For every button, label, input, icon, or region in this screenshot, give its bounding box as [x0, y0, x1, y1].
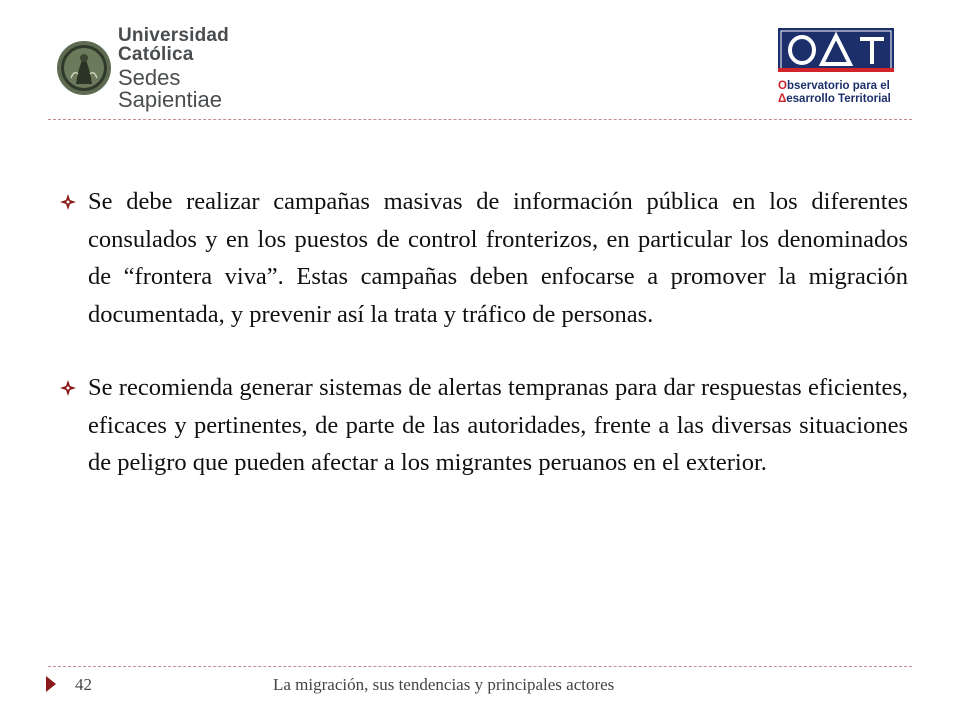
odt-subtitle	[778, 80, 918, 106]
odt-sub-line1: bservatorio para el	[786, 80, 890, 92]
odt-logo-mark	[778, 28, 894, 72]
bullet-item	[56, 183, 908, 333]
odt-sub-cap1: O	[778, 80, 787, 92]
university-seal-icon	[56, 40, 112, 96]
odt-sub-cap2: Δ	[778, 93, 787, 105]
bullet-item	[56, 369, 908, 482]
header-divider	[48, 119, 912, 120]
footer-divider	[48, 666, 912, 667]
slide-body	[56, 183, 908, 482]
diamond-bullet-icon	[60, 194, 76, 210]
bullet-text: Se debe realizar campañas masivas de información pública en los diferentes consulados y en los puestos de control fronterizos, en particular los denominados de “frontera viva”. Estas campañas deben enfocarse a promover la migración documentada, y prevenir así la trata y tráfico de personas.	[88, 188, 908, 328]
university-name-line2: Sedes Sapientiae	[118, 64, 222, 112]
footer-title: La migración, sus tendencias y principales actores	[273, 675, 615, 694]
page-number: 42	[75, 675, 92, 694]
university-logo	[56, 24, 286, 112]
odt-logo	[770, 28, 910, 108]
bullet-text: Se recomienda generar sistemas de alertas tempranas para dar respuestas eficientes, eficaces y pertinentes, de parte de las autoridades, frente a las diversas situaciones de peligro que pueden afectar a los migrantes peruanos en el exterior.	[88, 374, 908, 476]
footer-triangle-icon	[46, 676, 56, 692]
university-name-line1: Universidad Católica	[118, 24, 229, 65]
diamond-bullet-icon	[60, 380, 76, 396]
odt-sub-line2: esarrollo Territorial	[786, 93, 891, 105]
